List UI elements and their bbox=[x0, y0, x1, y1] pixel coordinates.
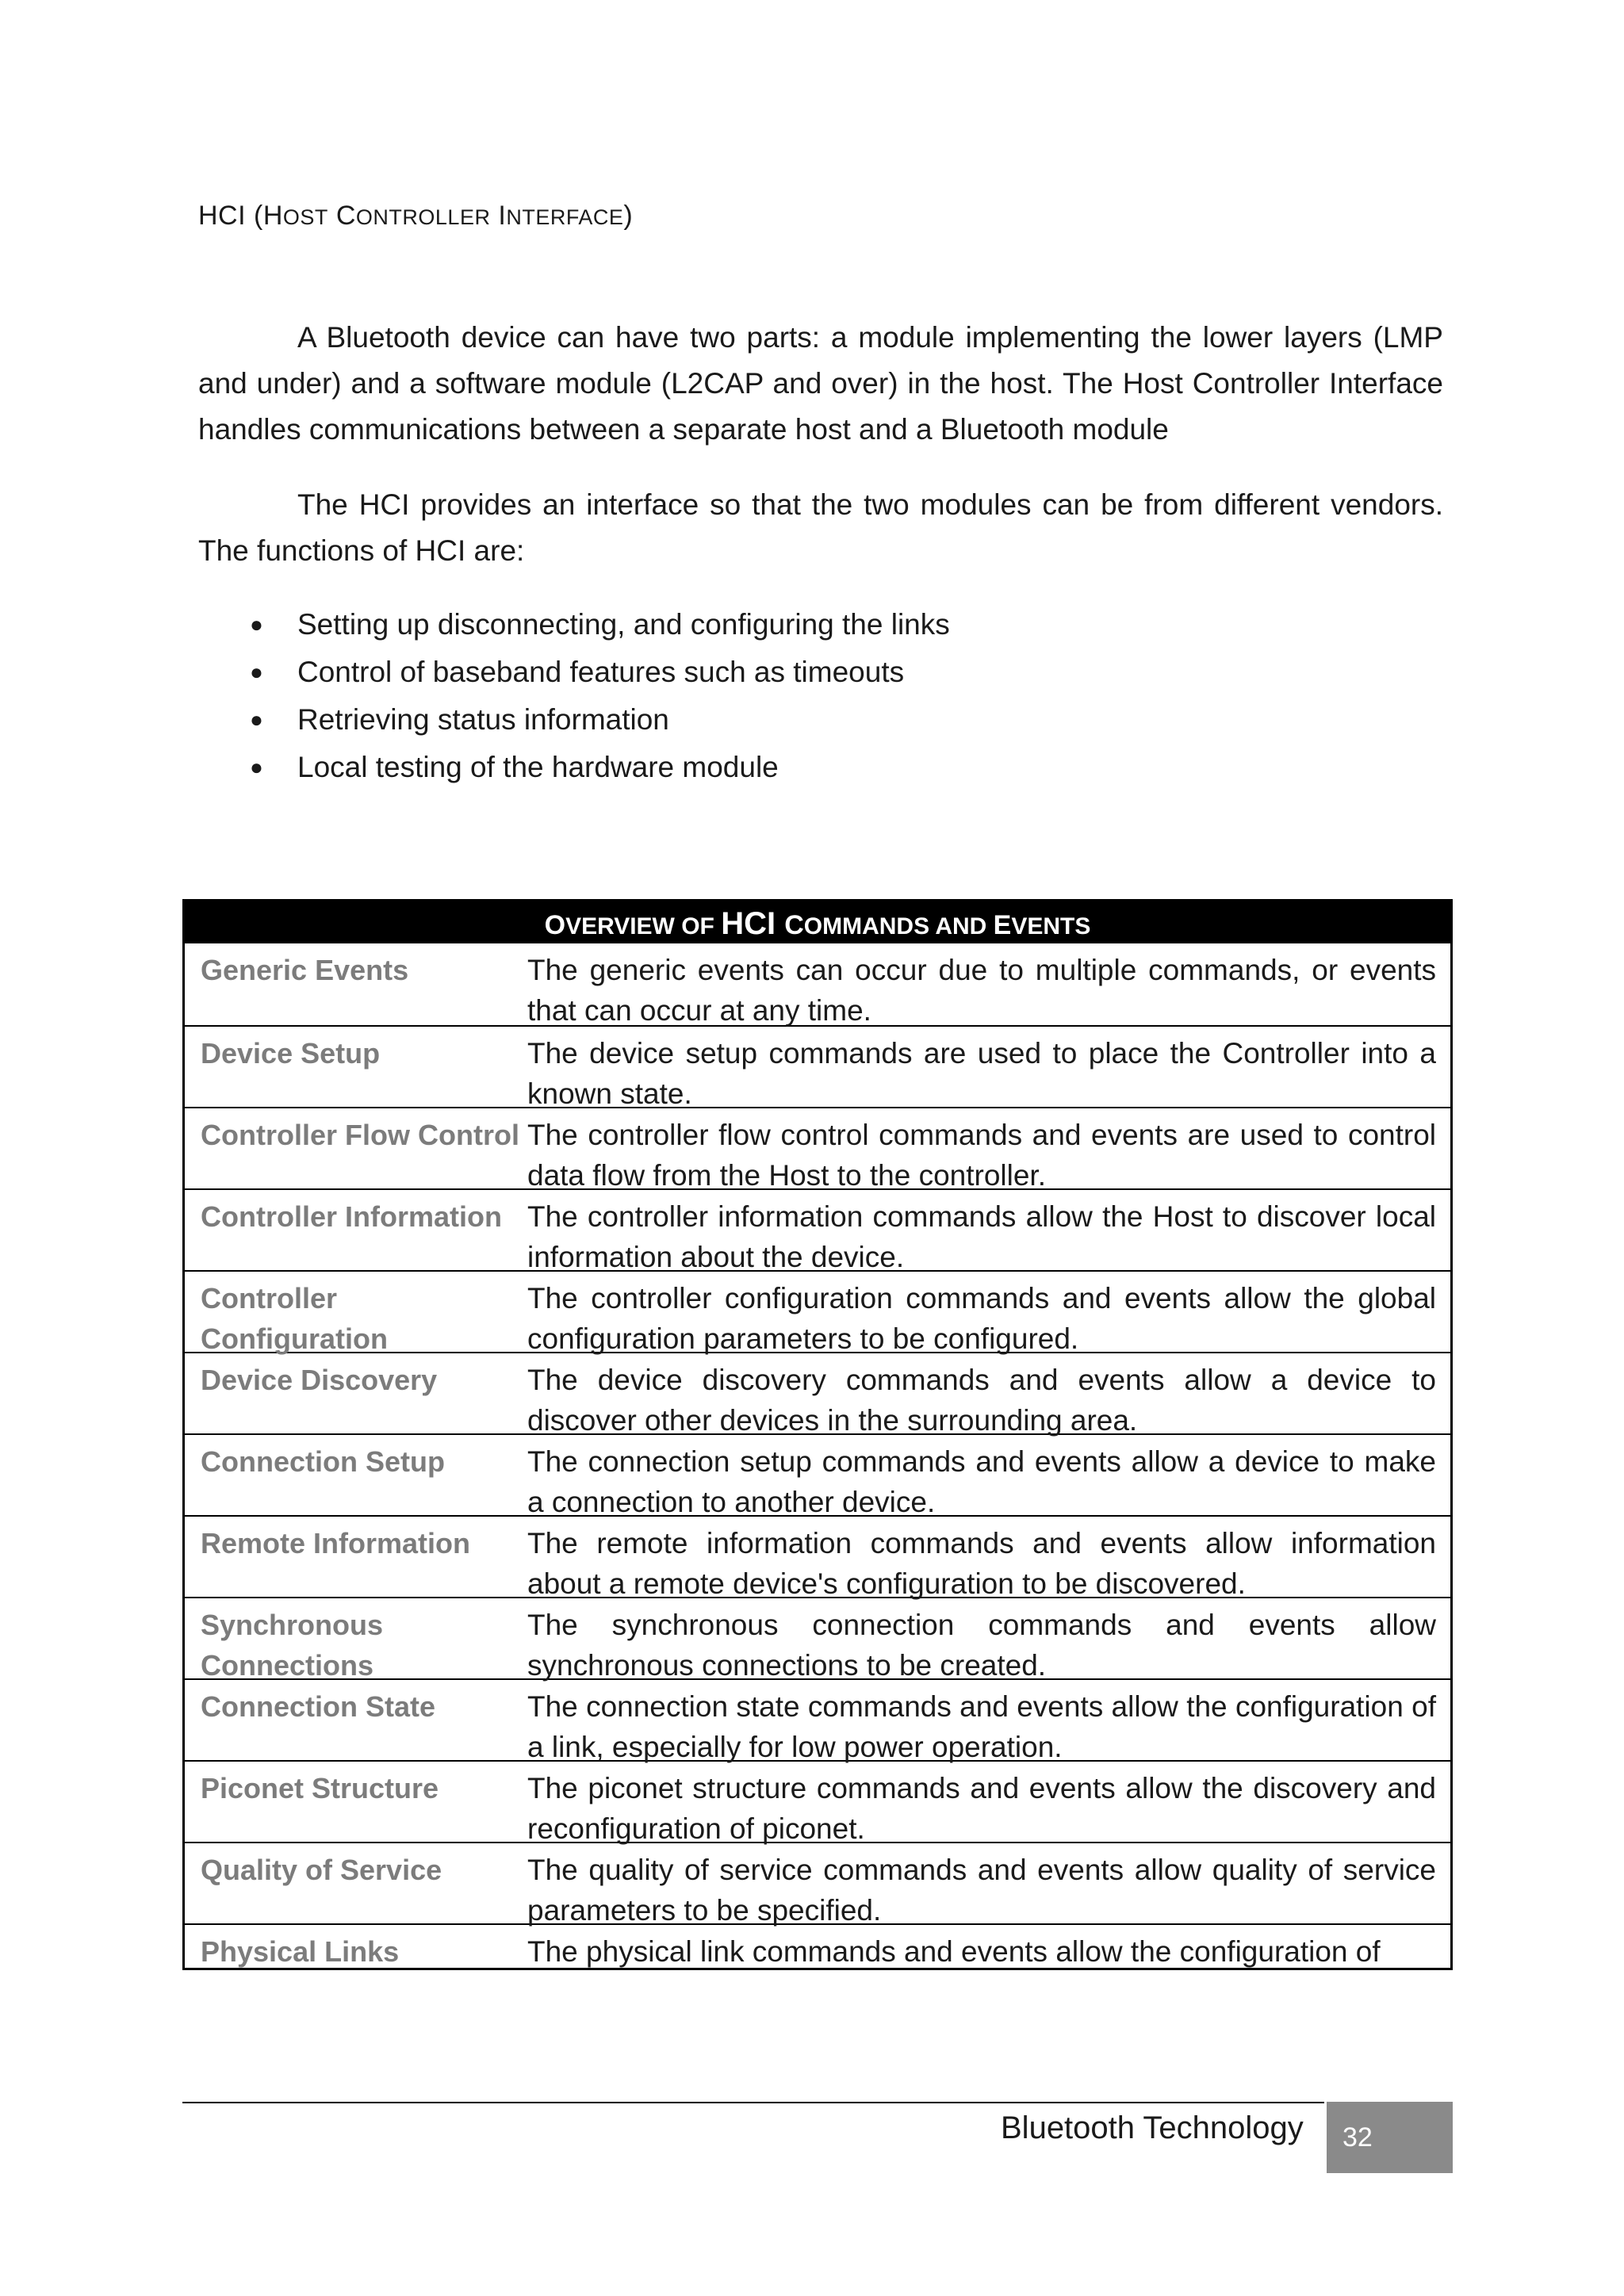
table-row bbox=[185, 1515, 1450, 1600]
bullet-icon: ● bbox=[250, 612, 263, 637]
table-row bbox=[185, 1270, 1450, 1355]
footer-divider bbox=[182, 2102, 1324, 2103]
table-row bbox=[185, 943, 1450, 1025]
row-description: The controller information commands allow the Host to discover local information about the device. bbox=[527, 1200, 1436, 1273]
row-name: Controller Flow Control bbox=[201, 1119, 519, 1151]
list-item: ● Local testing of the hardware module bbox=[198, 744, 1443, 791]
table-row bbox=[185, 1923, 1450, 1968]
row-name: Connection Setup bbox=[201, 1445, 445, 1478]
functions-paragraph: The HCI provides an interface so that the two modules can be from different vendors. The functions of HCI are: bbox=[198, 488, 1443, 567]
row-name: Piconet Structure bbox=[201, 1772, 439, 1804]
table-row bbox=[185, 1107, 1450, 1192]
row-name: Connection State bbox=[201, 1690, 436, 1723]
table-row bbox=[185, 1188, 1450, 1273]
row-name: Controller Configuration bbox=[201, 1282, 388, 1355]
row-description: The quality of service commands and events allow quality of service parameters to be specified. bbox=[527, 1854, 1436, 1927]
row-name: Physical Links bbox=[201, 1935, 400, 1968]
intro-paragraph: A Bluetooth device can have two parts: a module implementing the lower layers (LMP and under) and a software module (L2CAP and over) in the host. The Host Controller Interface handles communications between a separate host and a Bluetooth module bbox=[198, 321, 1443, 446]
page-number: 32 bbox=[1327, 2102, 1453, 2173]
table-row bbox=[185, 1352, 1450, 1437]
list-item: ● Control of baseband features such as timeouts bbox=[198, 649, 1443, 696]
table-row bbox=[185, 1597, 1450, 1682]
row-name: Generic Events bbox=[201, 954, 409, 986]
section-heading: HCI (HOST CONTROLLER INTERFACE) bbox=[198, 201, 634, 231]
hci-overview-table bbox=[182, 899, 1453, 1970]
row-description: The controller flow control commands and events are used to control data flow from the Host to the controller. bbox=[527, 1119, 1436, 1192]
table-row bbox=[185, 1678, 1450, 1763]
row-description: The piconet structure commands and events allow the discovery and reconfiguration of piconet. bbox=[527, 1772, 1436, 1845]
row-description: The connection setup commands and events allow a device to make a connection to another device. bbox=[527, 1445, 1436, 1518]
row-name: Device Discovery bbox=[201, 1364, 438, 1396]
table-title: OVERVIEW OF HCI COMMANDS AND EVENTS bbox=[185, 901, 1450, 943]
row-description: The remote information commands and events allow information about a remote device's configuration to be discovered. bbox=[527, 1527, 1436, 1600]
row-description: The device discovery commands and events allow a device to discover other devices in the surrounding area. bbox=[527, 1364, 1436, 1437]
list-item: ● Setting up disconnecting, and configuring the links bbox=[198, 601, 1443, 649]
row-description: The connection state commands and events allow the configuration of a link, especially for low power operation. bbox=[527, 1690, 1436, 1763]
table-row bbox=[185, 1025, 1450, 1110]
table-row bbox=[185, 1433, 1450, 1518]
row-description: The controller configuration commands and events allow the global configuration parameters to be configured. bbox=[527, 1282, 1436, 1355]
row-description: The device setup commands are used to place the Controller into a known state. bbox=[527, 1037, 1436, 1110]
bullet-icon: ● bbox=[250, 660, 263, 684]
row-description: The physical link commands and events allow the configuration of bbox=[527, 1935, 1381, 1968]
table-row bbox=[185, 1760, 1450, 1845]
list-item: ● Retrieving status information bbox=[198, 696, 1443, 744]
row-name: Quality of Service bbox=[201, 1854, 442, 1886]
row-name: Synchronous Connections bbox=[201, 1609, 384, 1682]
row-description: The generic events can occur due to multiple commands, or events that can occur at any time. bbox=[527, 954, 1436, 1027]
row-name: Device Setup bbox=[201, 1037, 381, 1070]
footer-title: Bluetooth Technology bbox=[1001, 2110, 1304, 2145]
table-row bbox=[185, 1842, 1450, 1927]
row-description: The synchronous connection commands and events allow synchronous connections to be created. bbox=[527, 1609, 1436, 1682]
functions-list bbox=[198, 601, 1443, 791]
row-name: Remote Information bbox=[201, 1527, 471, 1559]
bullet-icon: ● bbox=[250, 755, 263, 779]
row-name: Controller Information bbox=[201, 1200, 502, 1233]
bullet-icon: ● bbox=[250, 707, 263, 732]
